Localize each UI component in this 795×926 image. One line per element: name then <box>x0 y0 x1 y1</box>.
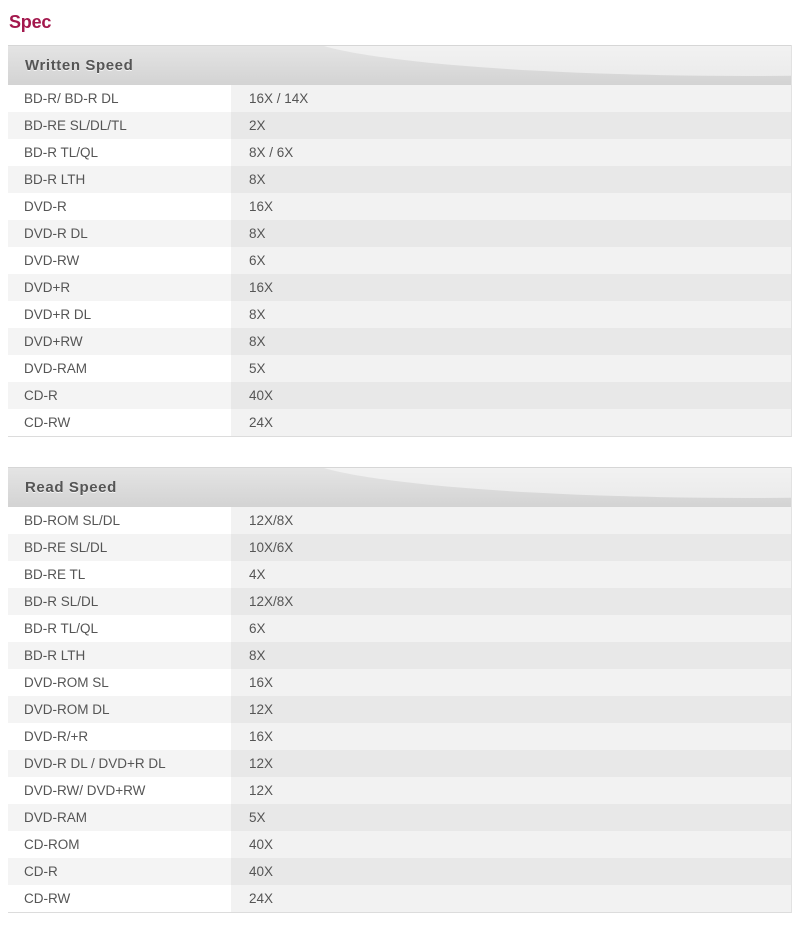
speed-value-cell: 12X <box>231 777 791 804</box>
media-type-cell: CD-R <box>8 858 231 885</box>
media-type-cell: BD-ROM SL/DL <box>8 507 231 534</box>
media-type-cell: CD-RW <box>8 409 231 436</box>
table-row <box>8 382 791 409</box>
speed-value-cell: 16X / 14X <box>231 85 791 112</box>
media-type-cell: DVD+R DL <box>8 301 231 328</box>
table-row <box>8 561 791 588</box>
speed-value-cell: 12X <box>231 696 791 723</box>
media-type-cell: DVD-ROM SL <box>8 669 231 696</box>
table-row <box>8 858 791 885</box>
speed-value-cell: 8X <box>231 220 791 247</box>
table-row <box>8 831 791 858</box>
media-type-cell: BD-R LTH <box>8 166 231 193</box>
table-row <box>8 220 791 247</box>
written-speed-rows <box>8 85 791 436</box>
table-row <box>8 804 791 831</box>
written-speed-header <box>8 45 791 85</box>
read-speed-rows <box>8 507 791 912</box>
read-speed-header-label: Read Speed <box>25 479 117 496</box>
read-speed-table <box>8 467 792 913</box>
speed-value-cell: 16X <box>231 723 791 750</box>
speed-value-cell: 12X/8X <box>231 588 791 615</box>
speed-value-cell: 5X <box>231 355 791 382</box>
speed-value-cell: 8X <box>231 328 791 355</box>
media-type-cell: CD-RW <box>8 885 231 912</box>
table-row <box>8 777 791 804</box>
media-type-cell: DVD-R/+R <box>8 723 231 750</box>
table-row <box>8 750 791 777</box>
media-type-cell: BD-R TL/QL <box>8 615 231 642</box>
table-row <box>8 534 791 561</box>
table-row <box>8 409 791 436</box>
speed-value-cell: 16X <box>231 274 791 301</box>
table-row <box>8 507 791 534</box>
table-row <box>8 274 791 301</box>
speed-value-cell: 10X/6X <box>231 534 791 561</box>
speed-value-cell: 12X <box>231 750 791 777</box>
table-row <box>8 696 791 723</box>
table-row <box>8 247 791 274</box>
speed-value-cell: 40X <box>231 858 791 885</box>
media-type-cell: BD-RE SL/DL <box>8 534 231 561</box>
table-row <box>8 166 791 193</box>
speed-value-cell: 2X <box>231 112 791 139</box>
table-row <box>8 723 791 750</box>
table-row <box>8 193 791 220</box>
table-row <box>8 669 791 696</box>
media-type-cell: BD-R/ BD-R DL <box>8 85 231 112</box>
media-type-cell: BD-RE SL/DL/TL <box>8 112 231 139</box>
speed-value-cell: 24X <box>231 885 791 912</box>
table-row <box>8 301 791 328</box>
table-row <box>8 615 791 642</box>
table-row <box>8 642 791 669</box>
media-type-cell: DVD-ROM DL <box>8 696 231 723</box>
speed-value-cell: 8X <box>231 642 791 669</box>
table-row <box>8 139 791 166</box>
speed-value-cell: 5X <box>231 804 791 831</box>
speed-value-cell: 40X <box>231 382 791 409</box>
speed-value-cell: 8X / 6X <box>231 139 791 166</box>
speed-value-cell: 8X <box>231 166 791 193</box>
media-type-cell: DVD-R <box>8 193 231 220</box>
media-type-cell: DVD-RW/ DVD+RW <box>8 777 231 804</box>
media-type-cell: DVD-RAM <box>8 355 231 382</box>
media-type-cell: DVD+R <box>8 274 231 301</box>
speed-value-cell: 40X <box>231 831 791 858</box>
media-type-cell: DVD+RW <box>8 328 231 355</box>
speed-value-cell: 16X <box>231 669 791 696</box>
table-row <box>8 328 791 355</box>
table-row <box>8 355 791 382</box>
media-type-cell: BD-R TL/QL <box>8 139 231 166</box>
table-row <box>8 112 791 139</box>
media-type-cell: CD-R <box>8 382 231 409</box>
media-type-cell: CD-ROM <box>8 831 231 858</box>
media-type-cell: BD-RE TL <box>8 561 231 588</box>
media-type-cell: DVD-RAM <box>8 804 231 831</box>
speed-value-cell: 6X <box>231 247 791 274</box>
page-title: Spec <box>9 12 52 32</box>
speed-value-cell: 4X <box>231 561 791 588</box>
speed-value-cell: 12X/8X <box>231 507 791 534</box>
media-type-cell: DVD-R DL / DVD+R DL <box>8 750 231 777</box>
written-speed-header-label: Written Speed <box>25 57 134 74</box>
read-speed-header <box>8 467 791 507</box>
table-row <box>8 85 791 112</box>
media-type-cell: DVD-R DL <box>8 220 231 247</box>
media-type-cell: BD-R LTH <box>8 642 231 669</box>
written-speed-table <box>8 45 792 437</box>
speed-value-cell: 16X <box>231 193 791 220</box>
speed-value-cell: 24X <box>231 409 791 436</box>
media-type-cell: BD-R SL/DL <box>8 588 231 615</box>
table-row <box>8 588 791 615</box>
media-type-cell: DVD-RW <box>8 247 231 274</box>
speed-value-cell: 8X <box>231 301 791 328</box>
speed-value-cell: 6X <box>231 615 791 642</box>
table-row <box>8 885 791 912</box>
